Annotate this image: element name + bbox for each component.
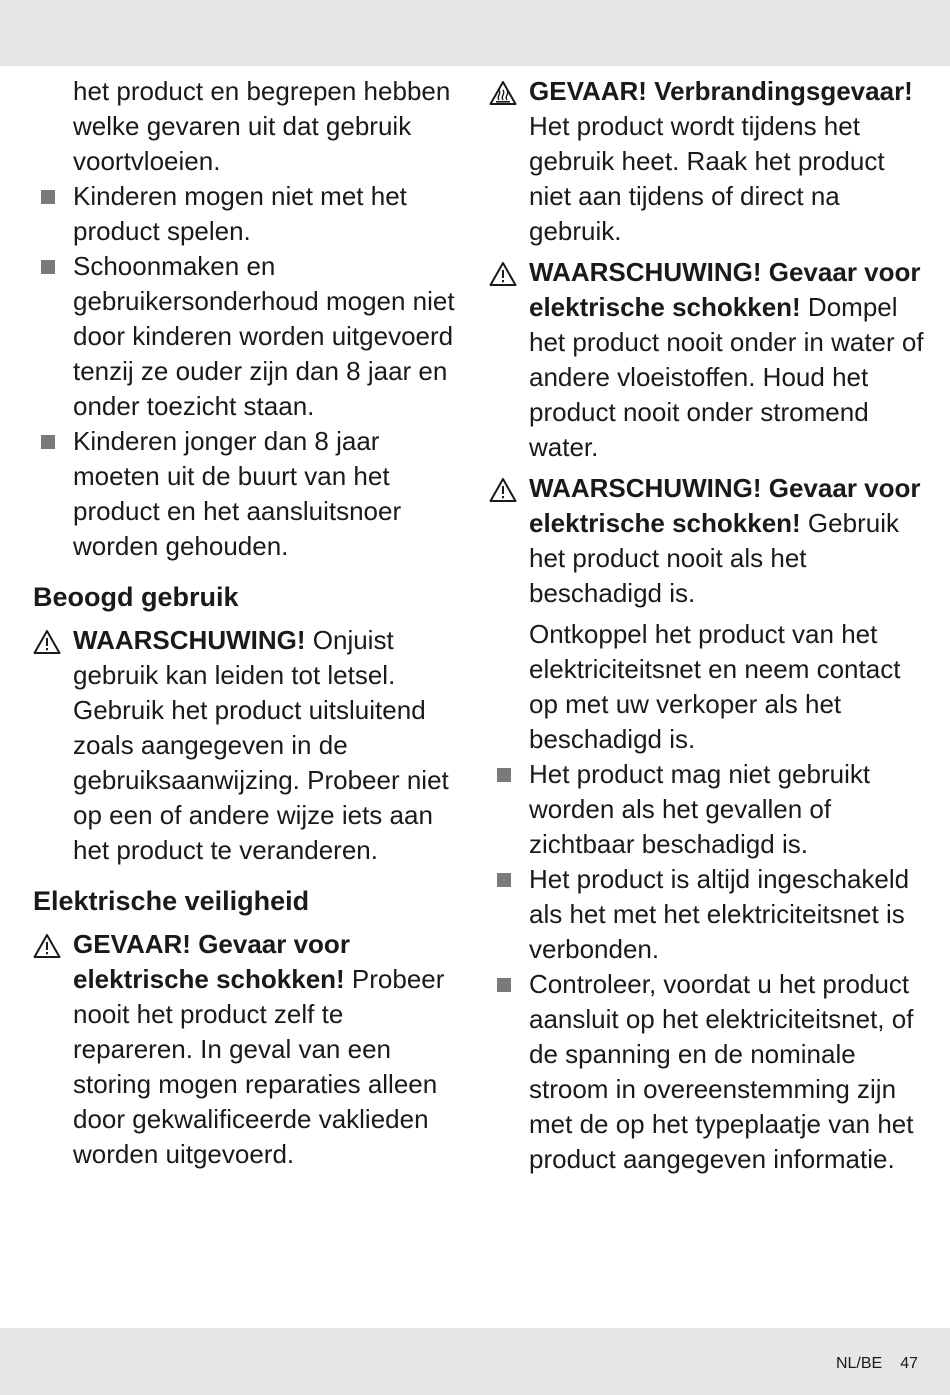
warning-triangle-icon (489, 261, 517, 287)
header-band (0, 0, 950, 66)
warning-block: WAARSCHUWING! Gevaar voor elektrische schokken! Dompel het product nooit onder in water of andere vloeistoffen. Houd het product nooit onder stromend water. (489, 255, 924, 465)
left-column (33, 74, 465, 1172)
square-bullet-icon (497, 978, 511, 992)
right-column (489, 74, 924, 1177)
list-item: Kinderen jonger dan 8 jaar moeten uit de buurt van het product en het aansluitsnoer worden gehouden. (33, 424, 465, 564)
warning-block: GEVAAR! Gevaar voor elektrische schokken! Probeer nooit het product zelf te repareren. In geval van een storing mogen reparaties alleen door gekwalificeerde vaklieden worden uitgevoerd. (33, 927, 465, 1172)
list-item: Schoonmaken en gebruikersonderhoud mogen niet door kinderen worden uitgevoerd tenzij ze ouder zijn dan 8 jaar en onder toezicht staan. (33, 249, 465, 424)
list-item: Het product is altijd ingeschakeld als het met het elektriciteitsnet is verbonden. (489, 862, 924, 967)
square-bullet-icon (41, 260, 55, 274)
section-heading-intended-use: Beoogd gebruik (33, 582, 239, 612)
warning-triangle-icon (33, 629, 61, 655)
list-item: Kinderen mogen niet met het product spelen. (33, 179, 465, 249)
footer-band (0, 1328, 950, 1395)
hot-surface-warning-icon (489, 80, 517, 106)
intro-text: het product en begrepen hebben welke gevaren uit dat gebruik voortvloeien. (73, 76, 451, 176)
section-heading-electrical-safety: Elektrische veiligheid (33, 886, 310, 916)
warning-triangle-icon (489, 477, 517, 503)
page-number: 47 (900, 1355, 918, 1372)
warning-triangle-icon (33, 933, 61, 959)
warning-block: WAARSCHUWING! Onjuist gebruik kan leiden tot letsel. Gebruik het product uitsluitend zoals aangegeven in de gebruiksaanwijzing. Probeer niet op een of andere wijze iets aan het product te veranderen. (33, 623, 465, 868)
language-code: NL/BE (835, 1355, 883, 1372)
warning-block: GEVAAR! Verbrandingsgevaar! Het product wordt tijdens het gebruik heet. Raak het product niet aan tijdens of direct na gebruik. (489, 74, 924, 249)
square-bullet-icon (41, 190, 55, 204)
list-item: Controleer, voordat u het product aansluit op het elektriciteitsnet, of de spanning en de nominale stroom in overeenstemming zijn met de op het typeplaatje van het product aangegeven informatie. (489, 967, 924, 1177)
square-bullet-icon (497, 873, 511, 887)
square-bullet-icon (497, 768, 511, 782)
square-bullet-icon (41, 435, 55, 449)
list-item: Het product mag niet gebruikt worden als het gevallen of zichtbaar beschadigd is. (489, 757, 924, 862)
page-footer (818, 1355, 918, 1373)
warning-continuation-text: Ontkoppel het product van het elektriciteitsnet en neem contact op met uw verkoper als het beschadigd is. (529, 619, 901, 754)
warning-block: WAARSCHUWING! Gevaar voor elektrische schokken! Gebruik het product nooit als het beschadigd is. (489, 471, 924, 611)
